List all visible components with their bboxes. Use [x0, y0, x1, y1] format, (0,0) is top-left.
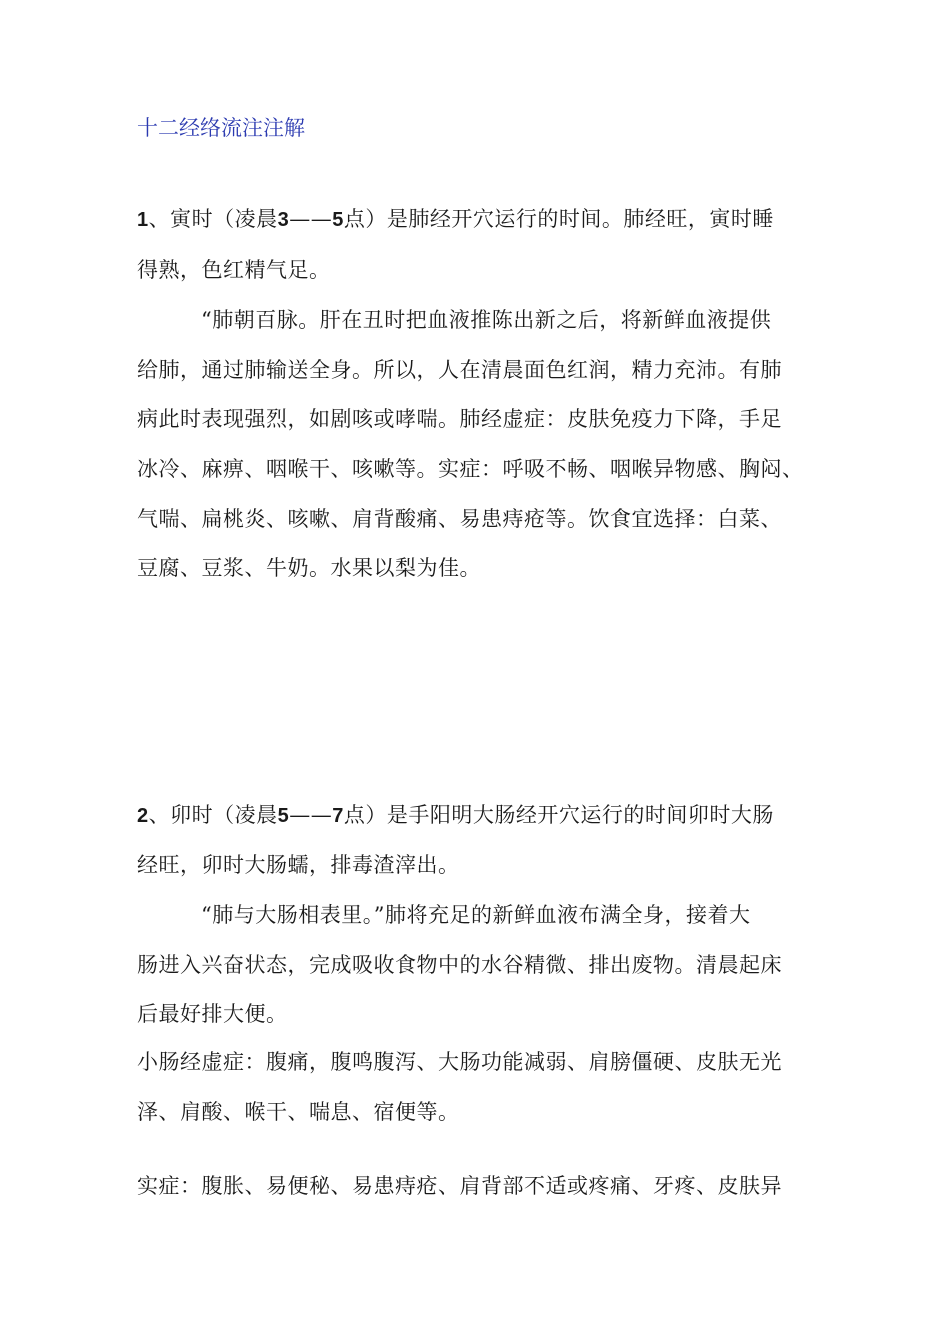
section1-line: 得熟，色红精气足。	[137, 258, 331, 282]
document-title: 十二经络流注注解	[137, 116, 305, 140]
section2-hour-end: 7	[332, 805, 344, 827]
section2-number: 2	[137, 805, 149, 827]
section1-number: 1	[137, 209, 149, 231]
section1-hour-end: 5	[332, 209, 344, 231]
section2-heading-text-b: 点）是手阳明大肠经开穴运行的时间卯时大肠	[343, 803, 774, 827]
section2-line: 肠进入兴奋状态，完成吸收食物中的水谷精微、排出废物。清晨起床	[137, 953, 782, 977]
section2-line: 泽、肩酸、喉干、喘息、宿便等。	[137, 1100, 460, 1124]
section1-dash: ——	[289, 207, 333, 231]
section1-line: 给肺，通过肺输送全身。所以，人在清晨面色红润，精力充沛。有肺	[137, 358, 782, 382]
section1-heading-text-a: 、寅时（凌晨	[148, 207, 278, 231]
section2-heading	[137, 801, 774, 830]
section2-line: 小肠经虚症：腹痛，腹鸣腹泻、大肠功能减弱、肩膀僵硬、皮肤无光	[137, 1050, 782, 1074]
section1-heading-text-b: 点）是肺经开穴运行的时间。肺经旺，寅时睡	[343, 207, 774, 231]
section2-dash: ——	[289, 803, 333, 827]
section1-line: “肺朝百脉。肝在丑时把血液推陈出新之后，将新鲜血液提供	[201, 308, 772, 332]
section2-line: 后最好排大便。	[137, 1002, 288, 1026]
section1-line: 病此时表现强烈，如剧咳或哮喘。肺经虚症：皮肤免疫力下降，手足	[137, 407, 782, 431]
section2-line: “肺与大肠相表里。”肺将充足的新鲜血液布满全身，接着大	[201, 903, 751, 927]
section1-hour-start: 3	[277, 209, 290, 231]
section1-line: 冰冷、麻痹、咽喉干、咳嗽等。实症：呼吸不畅、咽喉异物感、胸闷、	[137, 457, 804, 481]
section1-line: 气喘、扁桃炎、咳嗽、肩背酸痛、易患痔疮等。饮食宜选择：白菜、	[137, 507, 782, 531]
section1-heading	[137, 205, 774, 234]
section1-line: 豆腐、豆浆、牛奶。水果以梨为佳。	[137, 556, 481, 580]
section2-line: 经旺，卯时大肠蠕，排毒渣滓出。	[137, 853, 460, 877]
section2-heading-text-a: 、卯时（凌晨	[148, 803, 278, 827]
section2-line: 实症：腹胀、易便秘、易患痔疮、肩背部不适或疼痛、牙疼、皮肤异	[137, 1174, 782, 1198]
section2-hour-start: 5	[277, 805, 290, 827]
